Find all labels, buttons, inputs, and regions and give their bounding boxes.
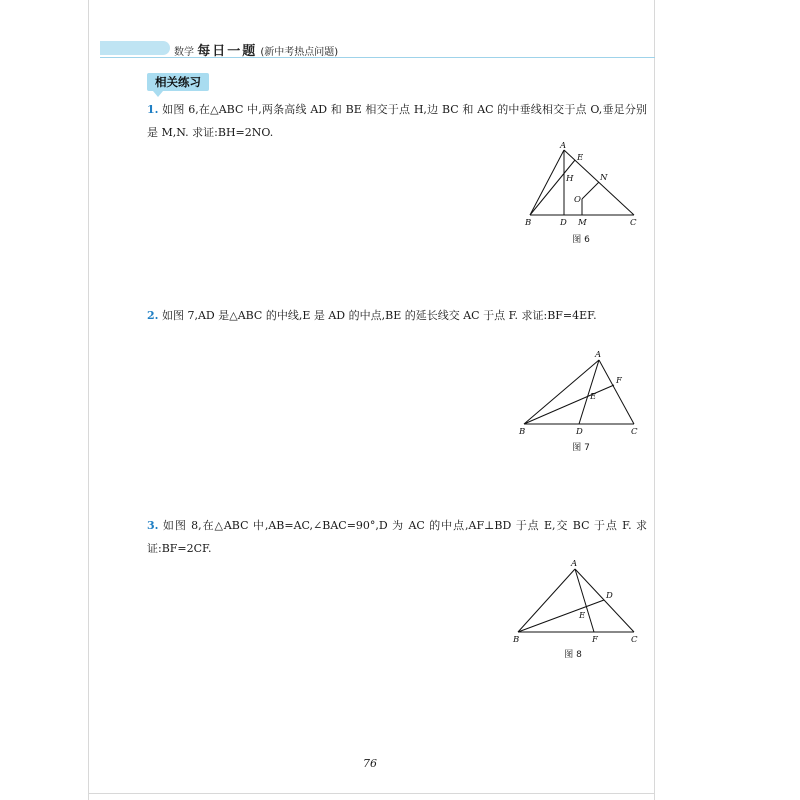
- fig8-side-ab: [518, 569, 575, 632]
- header-rule: [100, 57, 655, 58]
- figure-8-diagram: [510, 556, 644, 646]
- fig7-side-ab: [524, 360, 599, 424]
- header-accent-bar: [100, 41, 170, 55]
- problem-1: [147, 98, 647, 144]
- figure-6-diagram: [522, 140, 642, 232]
- fig7-line-bf: [524, 385, 614, 424]
- figure-8: [510, 556, 644, 646]
- problem-2-number: 2.: [147, 309, 159, 322]
- page-number: 76: [363, 757, 377, 770]
- problem-3: [147, 514, 647, 560]
- fig6-label-d: D: [560, 218, 567, 228]
- fig8-side-ac: [575, 569, 634, 632]
- fig8-label-a: A: [571, 559, 578, 569]
- header-series: 每日一题: [197, 44, 258, 59]
- fig6-label-n: N: [600, 173, 608, 183]
- fig6-altitude-be: [530, 160, 575, 215]
- figure-7-diagram: [518, 346, 644, 438]
- fig7-label-a: A: [595, 350, 602, 360]
- fig8-label-e: E: [579, 611, 586, 621]
- fig6-side-ab: [530, 150, 564, 215]
- fig8-label-f: F: [592, 635, 598, 645]
- figure-6-caption: 图 6: [572, 235, 590, 245]
- fig6-bisector-on: [582, 182, 599, 199]
- fig6-label-c: C: [630, 218, 637, 228]
- figure-7-caption: 图 7: [572, 443, 590, 453]
- fig7-label-f: F: [616, 376, 622, 386]
- figure-8-caption: 图 8: [564, 650, 582, 660]
- fig8-label-b: B: [513, 635, 520, 645]
- header-subtitle: (新中考热点问题): [260, 47, 339, 58]
- problem-3-number: 3.: [147, 519, 159, 532]
- fig8-line-bd: [518, 600, 604, 632]
- fig7-label-d: D: [576, 427, 583, 437]
- page-bottom-edge: [88, 793, 655, 794]
- problem-3-text: 如图 8,在△ABC 中,AB=AC,∠BAC=90°,D 为 AC 的中点,AF⊥BD 于点 E,交 BC 于点 F. 求证:BF=2CF.: [147, 519, 647, 555]
- section-title: 相关练习: [147, 73, 209, 91]
- header-subject: 数学: [174, 47, 194, 58]
- fig7-label-b: B: [519, 427, 526, 437]
- problem-2: [147, 304, 647, 327]
- fig6-label-m: M: [578, 218, 587, 228]
- fig6-label-a: A: [560, 141, 567, 151]
- fig6-label-h: H: [566, 174, 574, 184]
- figure-6: [522, 140, 642, 232]
- fig6-label-e: E: [577, 153, 584, 163]
- fig6-label-b: B: [525, 218, 532, 228]
- problem-2-text: 如图 7,AD 是△ABC 的中线,E 是 AD 的中点,BE 的延长线交 AC 于点 F. 求证:BF=4EF.: [158, 309, 597, 322]
- fig6-label-o: O: [574, 195, 581, 205]
- problem-1-text: 如图 6,在△ABC 中,两条高线 AD 和 BE 相交于点 H,边 BC 和 AC 的中垂线相交于点 O,垂足分别是 M,N. 求证:BH=2NO.: [147, 103, 647, 139]
- problem-1-number: 1.: [147, 103, 159, 116]
- fig7-side-ac: [599, 360, 634, 424]
- fig8-label-c: C: [631, 635, 638, 645]
- fig8-label-d: D: [606, 591, 613, 601]
- fig7-label-e: E: [590, 392, 597, 402]
- fig7-label-c: C: [631, 427, 638, 437]
- figure-7: [518, 346, 644, 438]
